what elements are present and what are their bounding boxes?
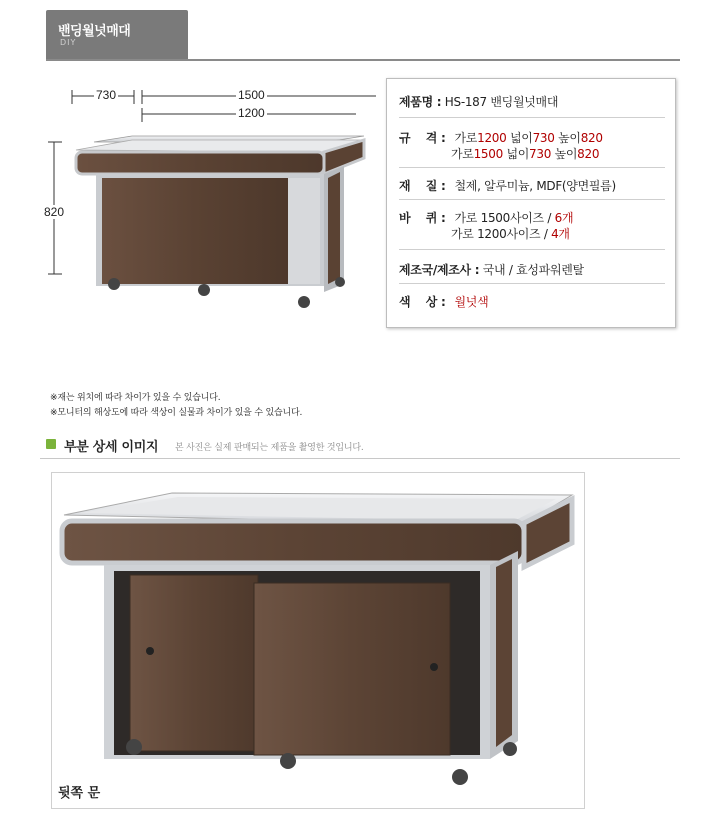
spec-color-row (399, 293, 665, 310)
spec-name-row (399, 93, 665, 110)
page-title: 밴딩월넛매대 (58, 24, 131, 39)
section-subtitle: 본 사진은 실제 판매되는 제품을 촬영한 것입니다. (175, 443, 364, 453)
size2-text: 넓이 (502, 147, 530, 161)
spec-origin-value: 국내 / 효성파워렌탈 (482, 263, 584, 277)
spec-wheel-row-2 (451, 225, 717, 242)
spec-origin-row (399, 261, 665, 278)
spec-origin-label: 제조국/제조사 : (399, 263, 480, 277)
size1-text: 가로 (454, 131, 478, 145)
size2-value: 1500 (473, 147, 503, 161)
spec-size-row (399, 129, 665, 146)
spec-size-row-2 (451, 145, 717, 162)
spec-material-value: 철제, 알루미늄, MDF(양면필름) (454, 179, 616, 193)
dim-height: 820 (44, 205, 65, 219)
divider (399, 167, 665, 168)
rear-door-illustration (52, 473, 584, 808)
divider (399, 117, 665, 118)
section-divider (40, 458, 680, 459)
spec-wheel-label: 바 퀴 : (399, 211, 446, 225)
wheel1-count: 6개 (554, 211, 574, 225)
page-subtitle: DIY (60, 38, 77, 47)
photo-caption: 뒷쪽 문 (58, 786, 101, 801)
size1-text: 높이 (554, 131, 581, 145)
note-2: ※모니터의 해상도에 따라 색상이 실물과 차이가 있을 수 있습니다. (50, 408, 303, 418)
spec-material-label: 재 질 : (399, 179, 446, 193)
note-1: ※재는 위치에 따라 차이가 있을 수 있습니다. (50, 393, 221, 403)
spec-color-value: 월넛색 (454, 295, 489, 309)
size1-value: 730 (532, 131, 555, 145)
spec-name-value: HS-187 밴딩월넛매대 (444, 95, 559, 109)
dim-width-large: 1500 (238, 88, 265, 102)
size2-text: 가로 (451, 147, 474, 161)
section-title: 부분 상세 이미지 (64, 440, 159, 455)
divider (399, 283, 665, 284)
wheel2-count: 4개 (551, 227, 570, 241)
spec-material-row (399, 177, 665, 194)
size2-text: 높이 (551, 147, 578, 161)
size1-text: 넓이 (506, 131, 533, 145)
spec-color-label: 색 상 : (399, 295, 446, 309)
spec-box (386, 78, 676, 328)
dim-depth: 730 (96, 88, 117, 102)
size2-value: 820 (577, 147, 600, 161)
section-bullet-icon (46, 439, 56, 449)
wheel1-text: 가로 1500사이즈 / (454, 211, 555, 225)
spec-name-label: 제품명 : (399, 95, 442, 109)
divider (399, 249, 665, 250)
wheel2-text: 가로 1200사이즈 / (451, 227, 552, 241)
dim-width-small: 1200 (238, 106, 265, 120)
spec-size-label: 규 격 : (399, 131, 446, 145)
size1-value: 1200 (477, 131, 507, 145)
size1-value: 820 (580, 131, 603, 145)
divider (399, 199, 665, 200)
size2-value: 730 (529, 147, 552, 161)
spec-wheel-row (399, 209, 665, 226)
product-drawing (36, 78, 376, 318)
header-divider (46, 59, 680, 61)
detail-photo (51, 472, 585, 809)
